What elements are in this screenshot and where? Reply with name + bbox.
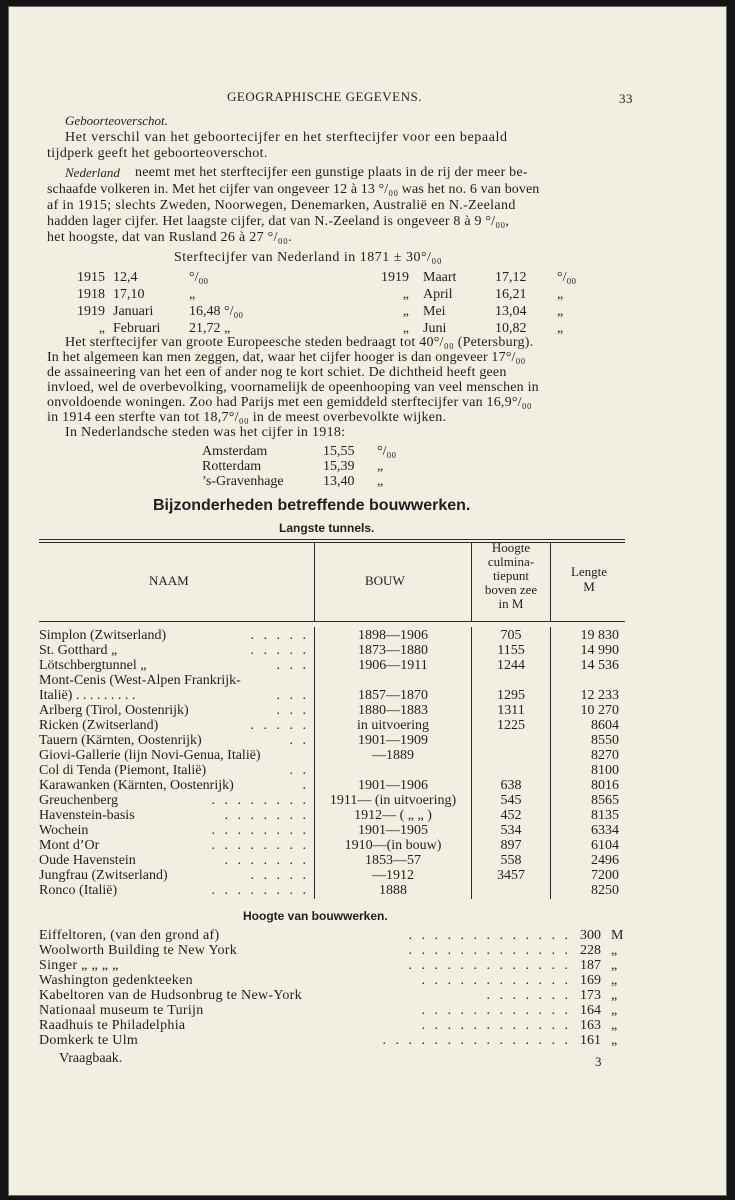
stad-value: 15,39	[323, 459, 355, 474]
bouwwerk-height: 163	[580, 1018, 601, 1033]
bouwwerk-name: Singer „ „ „ „	[39, 958, 119, 973]
sterfte-cell: 10,82	[495, 321, 527, 336]
leader-dots: . . . . . . . .	[211, 823, 309, 838]
bouwwerk-unit: „	[611, 943, 618, 958]
tunnel-lengte: 10 270	[580, 703, 619, 718]
bouwwerken-title: Bijzonderheden betreffende bouwwerken.	[153, 497, 471, 514]
leader-dots: . . . . .	[250, 643, 309, 658]
tunnel-bouw: 1901—1905	[358, 823, 428, 838]
tunnel-name: Havenstein-basis	[39, 808, 135, 823]
tunnel-name: Italië) . . . . . . . . .	[39, 688, 136, 703]
leader-dots: . . . . . . . . . . . .	[421, 1003, 571, 1018]
sterfte-cell: „	[189, 287, 196, 302]
paragraph-line: schaafde volkeren in. Met het cijfer van ongeveer 12 à 13 °/₀₀ was het no. 6 van boven	[47, 182, 540, 197]
sterfte-cell: Februari	[113, 321, 161, 336]
paragraph-line: In Nederlandsche steden was het cijfer in 1918:	[65, 425, 346, 440]
tunnel-hoogte: 705	[500, 628, 522, 643]
leader-dots: . .	[289, 733, 309, 748]
sterfte-cell: „	[402, 304, 409, 319]
column-divider	[314, 543, 315, 621]
sterfte-cell: 13,04	[495, 304, 527, 319]
bouwwerk-unit: „	[611, 1033, 618, 1048]
sterfte-cell: „	[557, 321, 564, 336]
table-top-rule	[39, 539, 625, 540]
tunnel-bouw: 1857—1870	[358, 688, 428, 703]
stad-value: 15,55	[323, 444, 355, 459]
leader-dots: . .	[289, 763, 309, 778]
paragraph-line: invloed, wel de overbevolking, voornamelijk de opeenhooping van veel menschen in	[47, 380, 539, 395]
tunnel-lengte: 12 233	[580, 688, 619, 703]
tunnel-lengte: 14 990	[580, 643, 619, 658]
sterfte-cell: Januari	[113, 304, 154, 319]
tunnel-lengte: 8604	[591, 718, 619, 733]
tunnel-hoogte: 558	[500, 853, 522, 868]
tunnel-hoogte: 545	[500, 793, 522, 808]
tunnel-name: Wochein	[39, 823, 89, 838]
bouwwerk-unit: „	[611, 988, 618, 1003]
bouwwerk-name: Eiffeltoren, (van den grond af)	[39, 928, 220, 943]
sterfte-cell: 16,21	[495, 287, 527, 302]
sterfte-cell: 17,10	[113, 287, 145, 302]
sterftecijfer-title: Sterftecijfer van Nederland in 1871 ± 30°/₀₀	[174, 250, 443, 265]
leader-dots: . . . . . . . .	[211, 883, 309, 898]
tunnel-hoogte: 534	[500, 823, 522, 838]
tunnel-hoogte: 1244	[497, 658, 525, 673]
bouwwerk-height: 161	[580, 1033, 601, 1048]
leader-dots: . . . . .	[250, 628, 309, 643]
header-line: in M	[498, 596, 524, 611]
paragraph-line: af in 1915; slechts Zweden, Noorwegen, Denemarken, Australië en N.-Zeeland	[47, 198, 516, 213]
tunnel-hoogte: 1311	[497, 703, 525, 718]
header-line: Lengte	[570, 564, 608, 579]
tunnel-name: Arlberg (Tirol, Oostenrijk)	[39, 703, 189, 718]
tunnel-lengte: 8135	[591, 808, 619, 823]
paragraph-line: onvoldoende woningen. Zoo had Parijs met een gemiddeld sterftecijfer van 16,9°/₀₀	[47, 395, 532, 410]
tunnel-bouw: in uitvoering	[357, 718, 429, 733]
sterfte-cell: °/₀₀	[189, 270, 209, 285]
paragraph-line: In het algemeen kan men zeggen, dat, waar het cijfer hooger is dan ongeveer 17°/₀₀	[47, 350, 526, 365]
header-line: boven zee	[484, 582, 538, 597]
leader-dots: . . . . . . .	[486, 988, 571, 1003]
tunnel-name: Simplon (Zwitserland)	[39, 628, 167, 643]
sterfte-cell: 1919	[77, 304, 105, 319]
tunnel-lengte: 8100	[591, 763, 619, 778]
leader-dots: . . . . . . . . . . . .	[421, 973, 571, 988]
stad-unit: „	[377, 474, 384, 489]
tunnel-name: Jungfrau (Zwitserland)	[39, 868, 168, 883]
inline-italic-nederland: Nederland	[65, 165, 120, 180]
leader-dots: . . . . . . . . . . . .	[421, 1018, 571, 1033]
sterfte-cell: 16,48 °/₀₀	[189, 304, 244, 319]
bouwwerk-name: Washington gedenkteeken	[39, 973, 193, 988]
paragraph-line: Het sterftecijfer van groote Europeesche steden bedraagt tot 40°/₀₀ (Petersburg).	[65, 335, 534, 350]
bouwwerk-unit: „	[611, 973, 618, 988]
sterfte-cell: „	[402, 321, 409, 336]
bouwwerk-height: 228	[580, 943, 601, 958]
bouwwerk-height: 187	[580, 958, 601, 973]
paragraph-line: hadden lager cijfer. Het laagste cijfer, dat van N.-Zeeland is ongeveer 8 à 9 °/₀₀,	[47, 214, 510, 229]
header-line: tiepunt	[492, 568, 530, 583]
tunnel-name: Karawanken (Kärnten, Oostenrijk)	[39, 778, 234, 793]
tunnel-bouw: 1910—(in bouw)	[344, 838, 442, 853]
sterfte-cell: 21,72 „	[189, 321, 231, 336]
tunnels-title: Langste tunnels.	[279, 521, 375, 535]
tunnel-lengte: 8565	[591, 793, 619, 808]
tunnel-name: Ricken (Zwitserland)	[39, 718, 159, 733]
table-header-rule	[39, 621, 625, 622]
leader-dots: . . . . . . . . . . . . .	[408, 958, 571, 973]
bouwwerk-name: Woolworth Building te New York	[39, 943, 238, 958]
bouwwerk-unit: „	[611, 958, 618, 973]
page-number: 33	[619, 91, 633, 106]
sterfte-cell: „	[557, 287, 564, 302]
tunnel-bouw: 1906—1911	[358, 658, 428, 673]
leader-dots: . . .	[276, 703, 309, 718]
footer-signature-number: 3	[595, 1054, 602, 1069]
bouwwerk-unit: „	[611, 1003, 618, 1018]
hoogte-title: Hoogte van bouwwerken.	[243, 909, 388, 923]
stad-value: 13,40	[323, 474, 355, 489]
stad-unit: °/₀₀	[377, 444, 397, 459]
section-heading-geboorteoverschot: Geboorteoverschot.	[65, 113, 168, 128]
tunnel-bouw: 1880—1883	[358, 703, 428, 718]
paragraph-line: de assaineering van het een of ander nog te kort schiet. De dichtheid heeft geen	[47, 365, 507, 380]
tunnel-lengte: 7200	[591, 868, 619, 883]
tunnel-name: Ronco (Italië)	[39, 883, 118, 898]
bouwwerk-name: Domkerk te Ulm	[39, 1033, 139, 1048]
bouwwerk-name: Kabeltoren van de Hudsonbrug te New-York	[39, 988, 302, 1003]
leader-dots: . . . . .	[250, 868, 309, 883]
leader-dots: . . . . .	[250, 718, 309, 733]
tunnel-bouw: 1911— (in uitvoering)	[329, 793, 457, 808]
tunnel-bouw: 1901—1909	[358, 733, 428, 748]
tunnel-bouw: 1873—1880	[358, 643, 428, 658]
paragraph-line: tijdperk geeft het geboorteoverschot.	[47, 146, 268, 161]
bouwwerk-unit: M	[611, 928, 624, 943]
footer-signature: Vraagbaak.	[59, 1051, 123, 1066]
tunnel-name: Lötschbergtunnel „	[39, 658, 147, 673]
leader-dots: . . . . . . . . . . . . .	[408, 943, 571, 958]
tunnel-lengte: 8550	[591, 733, 619, 748]
tunnel-hoogte: 638	[500, 778, 522, 793]
tunnel-hoogte: 1295	[497, 688, 525, 703]
column-divider	[471, 543, 472, 621]
tunnel-bouw: 1853—57	[365, 853, 421, 868]
tunnel-bouw: —1889	[372, 748, 414, 763]
paragraph-line: het hoogste, dat van Rusland 26 à 27 °/₀₀.	[47, 230, 292, 245]
stad-unit: „	[377, 459, 384, 474]
stad-name: ’s-Gravenhage	[202, 474, 284, 489]
sterfte-cell: April	[423, 287, 453, 302]
header-line: M	[583, 579, 595, 594]
bouwwerk-unit: „	[611, 1018, 618, 1033]
header-line: culmina-	[487, 554, 535, 569]
sterfte-cell: °/₀₀	[557, 270, 577, 285]
bouwwerk-height: 169	[580, 973, 601, 988]
tunnel-bouw: 1898—1906	[358, 628, 428, 643]
leader-dots: . . .	[276, 688, 309, 703]
sterfte-cell: „	[98, 321, 105, 336]
tunnel-bouw: 1888	[379, 883, 407, 898]
sterfte-cell: 1915	[77, 270, 105, 285]
leader-dots: . . . . . . .	[224, 808, 309, 823]
stad-name: Amsterdam	[202, 444, 268, 459]
tunnel-lengte: 6104	[591, 838, 619, 853]
leader-dots: . . . . . . .	[224, 853, 309, 868]
tunnel-lengte: 8270	[591, 748, 619, 763]
paragraph-line: neemt met het sterftecijfer een gunstige plaats in de rij der meer be-	[135, 165, 528, 180]
tunnel-hoogte: 1225	[497, 718, 525, 733]
tunnel-hoogte: 1155	[497, 643, 525, 658]
tunnel-lengte: 19 830	[580, 628, 619, 643]
sterfte-cell: 17,12	[495, 270, 527, 285]
tunnel-name: Giovi-Gallerie (lijn Novi-Genua, Italië)	[39, 748, 261, 763]
tunnel-lengte: 14 536	[580, 658, 619, 673]
leader-dots: .	[302, 778, 309, 793]
bouwwerk-name: Raadhuis te Philadelphia	[39, 1018, 186, 1033]
tunnel-hoogte: 452	[500, 808, 522, 823]
leader-dots: . . . . . . . . . . . . . . .	[382, 1033, 571, 1048]
tunnel-lengte: 8250	[591, 883, 619, 898]
tunnel-hoogte: 3457	[497, 868, 525, 883]
tunnel-name: Tauern (Kärnten, Oostenrijk)	[39, 733, 202, 748]
header-line: Hoogte	[491, 540, 531, 555]
running-header: GEOGRAPHISCHE GEGEVENS.	[227, 89, 422, 104]
book-page	[8, 6, 727, 1196]
bouwwerk-height: 300	[580, 928, 601, 943]
sterfte-cell: 1919	[381, 270, 409, 285]
tunnel-name: Oude Havenstein	[39, 853, 136, 868]
leader-dots: . . .	[276, 658, 309, 673]
column-divider	[550, 543, 551, 621]
paragraph-line: Het verschil van het geboortecijfer en het sterftecijfer voor een bepaald	[65, 130, 508, 145]
tunnel-bouw: 1912— ( „ „ )	[354, 808, 432, 823]
sterfte-cell: Mei	[423, 304, 446, 319]
paragraph-line: in 1914 een sterfte van tot 18,7°/₀₀ in de meest overbevolkte wijken.	[47, 410, 447, 425]
tunnel-name: Col di Tenda (Piemont, Italië)	[39, 763, 207, 778]
leader-dots: . . . . . . . .	[211, 793, 309, 808]
bouwwerk-height: 173	[580, 988, 601, 1003]
sterfte-cell: Juni	[423, 321, 447, 336]
sterfte-cell: „	[557, 304, 564, 319]
tunnel-lengte: 8016	[591, 778, 619, 793]
column-header-bouw: BOUW	[365, 573, 405, 588]
leader-dots: . . . . . . . .	[211, 838, 309, 853]
tunnel-lengte: 6334	[591, 823, 619, 838]
tunnel-bouw: 1901—1906	[358, 778, 428, 793]
sterfte-cell: „	[402, 287, 409, 302]
tunnel-name: St. Gotthard „	[39, 643, 118, 658]
column-header-naam: NAAM	[149, 573, 189, 588]
leader-dots: . . . . . . . . . . . . .	[408, 928, 571, 943]
stad-name: Rotterdam	[202, 459, 262, 474]
tunnel-name: Mont d’Or	[39, 838, 100, 853]
sterfte-cell: 12,4	[113, 270, 138, 285]
tunnel-name: Greuchenberg	[39, 793, 119, 808]
sterfte-cell: Maart	[423, 270, 457, 285]
bouwwerk-height: 164	[580, 1003, 601, 1018]
sterfte-cell: 1918	[77, 287, 105, 302]
tunnel-hoogte: 897	[500, 838, 522, 853]
tunnel-lengte: 2496	[591, 853, 619, 868]
bouwwerk-name: Nationaal museum te Turijn	[39, 1003, 204, 1018]
tunnel-bouw: —1912	[372, 868, 414, 883]
tunnel-name: Mont-Cenis (West-Alpen Frankrijk-	[39, 673, 241, 688]
